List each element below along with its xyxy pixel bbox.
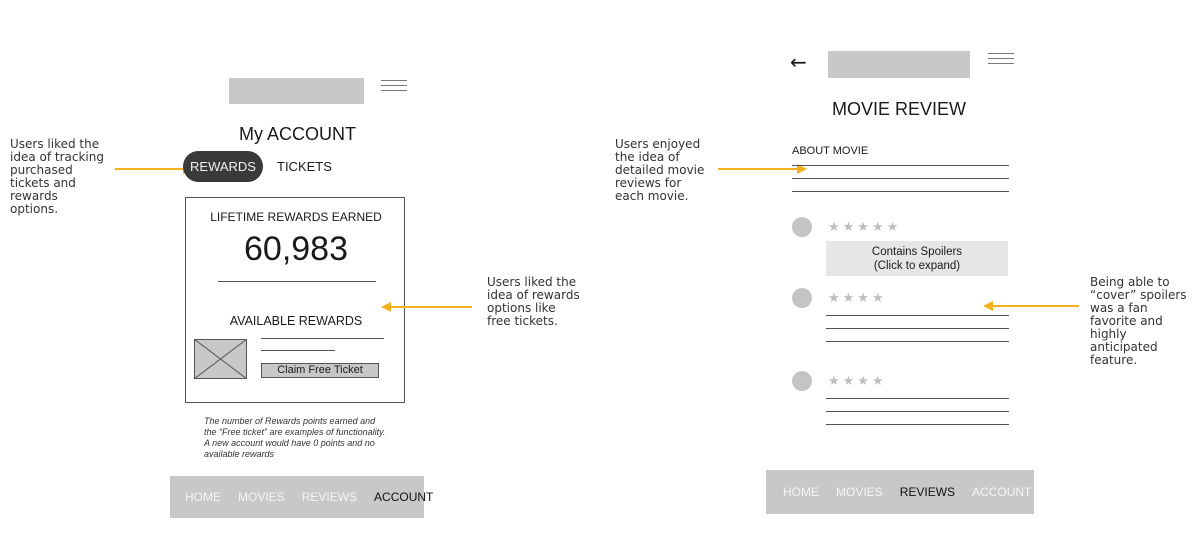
bottom-nav: [170, 476, 434, 518]
annotation-rewards-options: Users liked the idea of rewards options like free tickets.: [487, 275, 580, 328]
review-text-line: [826, 398, 1009, 399]
bottom-nav: [766, 470, 1034, 514]
annotation-arrow-tracking: [115, 168, 185, 170]
available-rewards-label: AVAILABLE REWARDS: [229, 314, 363, 328]
annotation-arrow-reviews: [718, 168, 798, 170]
nav-movies[interactable]: MOVIES: [238, 490, 285, 504]
claim-free-ticket-button[interactable]: Claim Free Ticket: [261, 363, 379, 378]
about-text-line: [792, 191, 1009, 192]
star-rating: ★★★★: [828, 290, 887, 305]
about-text-line: [792, 165, 1009, 166]
about-movie-label: ABOUT MOVIE: [792, 145, 869, 157]
about-text-line: [792, 178, 1009, 179]
divider: [218, 281, 376, 282]
nav-movies[interactable]: MOVIES: [836, 485, 883, 499]
tab-tickets[interactable]: TICKETS: [277, 159, 332, 174]
star-rating: ★★★★★: [828, 219, 902, 234]
spoiler-label: Contains Spoilers: [871, 246, 963, 258]
annotation-spoilers: Being able to “cover” spoilers was a fan favorite and highly anticipated feature.: [1090, 275, 1187, 367]
nav-home[interactable]: HOME: [783, 485, 819, 499]
page-title: MOVIE REVIEW: [831, 99, 966, 119]
review-text-line: [826, 328, 1009, 329]
hamburger-menu-icon[interactable]: [381, 80, 407, 94]
annotation-reviews: Users enjoyed the idea of detailed movie reviews for each movie.: [615, 137, 705, 203]
review-text-line: [826, 315, 1009, 316]
avatar: [792, 217, 812, 237]
avatar: [792, 288, 812, 308]
spoiler-cover[interactable]: [826, 241, 1008, 276]
review-text-line: [826, 341, 1009, 342]
nav-reviews[interactable]: REVIEWS: [301, 490, 358, 504]
reward-text-line: [261, 350, 335, 351]
nav-reviews[interactable]: REVIEWS: [899, 485, 956, 499]
review-text-line: [826, 424, 1009, 425]
hamburger-menu-icon[interactable]: [988, 53, 1014, 67]
header-placeholder-bar: [229, 78, 364, 104]
spoiler-expand-hint: (Click to expand): [873, 260, 961, 272]
footnote: The number of Rewards points earned and the “Free ticket” are examples of functionality. A new account would have 0 points and no available rewards: [204, 416, 386, 459]
image-placeholder-icon: [194, 339, 247, 379]
page-title: My ACCOUNT: [239, 124, 356, 144]
nav-home[interactable]: HOME: [185, 490, 221, 504]
annotation-arrow-rewards: [390, 306, 472, 308]
reward-text-line: [261, 338, 384, 339]
annotation-arrow-spoilers: [992, 305, 1079, 307]
star-rating: ★★★★: [828, 373, 887, 388]
review-text-line: [826, 411, 1009, 412]
nav-account[interactable]: ACCOUNT: [374, 490, 434, 504]
nav-account[interactable]: ACCOUNT: [972, 485, 1032, 499]
lifetime-rewards-value: 60,983: [244, 230, 348, 268]
header-placeholder-bar: [828, 51, 970, 78]
avatar: [792, 371, 812, 391]
back-arrow-icon[interactable]: ←: [790, 50, 807, 74]
lifetime-rewards-label: LIFETIME REWARDS EARNED: [210, 210, 382, 224]
annotation-tracking: Users liked the idea of tracking purchased tickets and rewards options.: [10, 137, 104, 216]
tab-rewards[interactable]: REWARDS: [183, 151, 263, 182]
